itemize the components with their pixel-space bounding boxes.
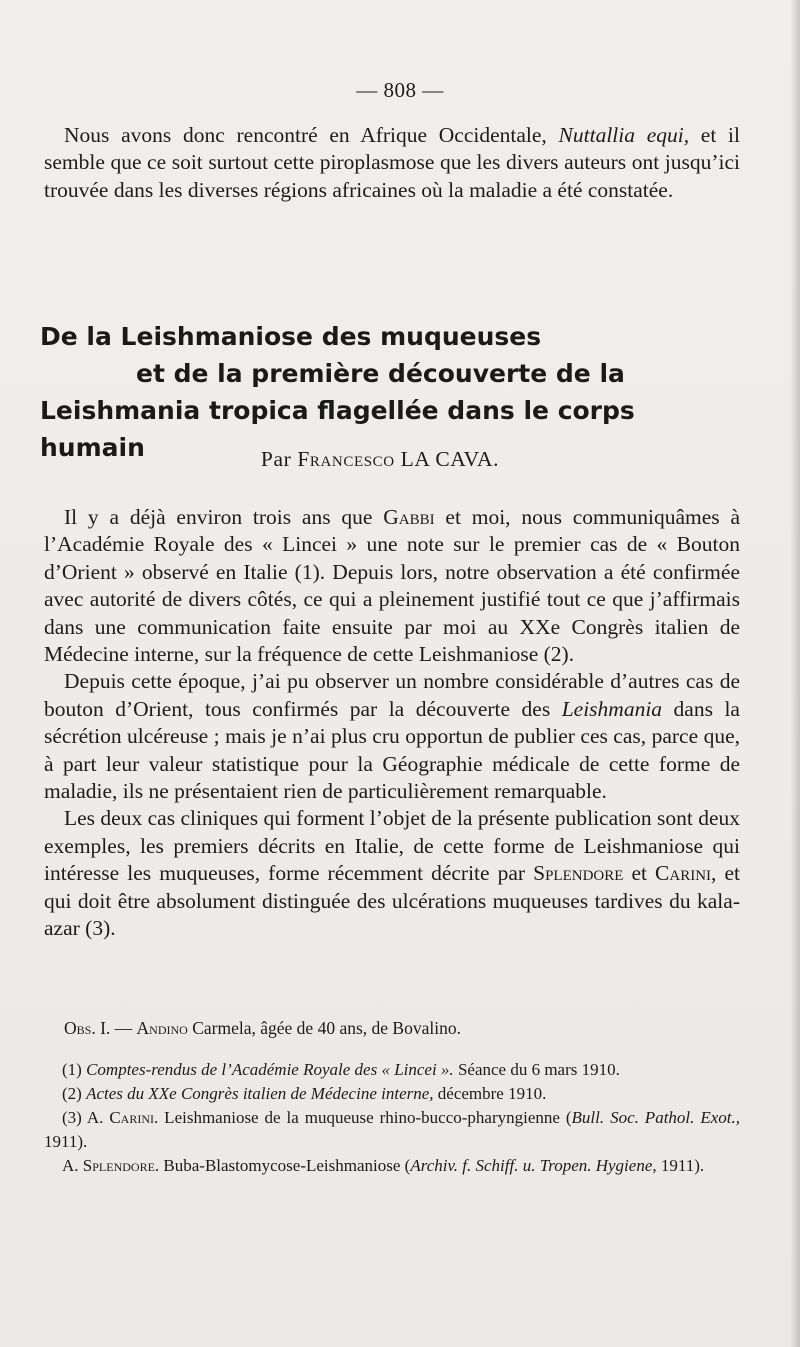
text-run: et: [623, 861, 656, 886]
title-line-3: Leishmania tropica flagellée dans le corps humain: [40, 396, 635, 462]
text-run: et moi, nous communiquâmes à l’Académie Royale des « Lincei » une note sur le premier cas de « Bouton d’Orient » observé en Italie (1). Depuis lors, notre observation a été confirmée avec autorité de divers côtés, ce qui a pleinement justifié tout ce que j’affirmais dans une communication faite ensuite par moi au XXe Congrès italien de Médecine interne, sur la fréquence de cette Leishmaniose (2).: [44, 505, 740, 667]
intro-paragraph: [44, 122, 740, 204]
text-run: A.: [62, 1156, 83, 1175]
author-first-name: Francesco: [297, 447, 395, 471]
text-run: Séance du 6 mars 1910.: [453, 1060, 620, 1079]
text-run: (2): [62, 1084, 87, 1103]
italic-text: Bull. Soc. Pathol. Exot.,: [571, 1108, 740, 1127]
text-run: Nous avons donc rencontré en Afrique Occidentale,: [64, 123, 559, 147]
footnote-3-continued: [44, 1154, 740, 1178]
body-paragraph-1: [44, 504, 740, 668]
small-caps-name: Obs. I.: [64, 1018, 111, 1038]
small-caps-name: Splendore: [82, 1156, 155, 1175]
body-paragraph-3: [44, 805, 740, 942]
small-caps-name: Carini: [655, 861, 712, 886]
small-caps-name: Andino: [136, 1018, 188, 1038]
text-run: Depuis cette époque, j’ai pu observer un nombre considérable d’autres cas de bouton d’Orient, tous confirmés par la découverte des: [44, 669, 740, 721]
page-edge-shadow: [790, 0, 800, 1347]
footnote-1: [44, 1058, 740, 1082]
footnote-2: [44, 1082, 740, 1106]
small-caps-name: Gabbi: [383, 505, 435, 529]
intro-text: [44, 122, 740, 204]
title-line-2: et de la première découverte de la: [136, 359, 625, 388]
italic-text: Archiv. f. Schiff. u. Tropen. Hygiene,: [410, 1156, 657, 1175]
article-title: [40, 318, 730, 466]
text-run: et il semble que ce soit surtout cette piroplasmose que les divers auteurs ont jusqu’ici trouvée dans les diverses régions africaines où la maladie a été constatée.: [44, 123, 740, 202]
text-run: 1911).: [656, 1156, 705, 1175]
text-run: (3) A.: [62, 1108, 110, 1127]
footnotes: [44, 1058, 740, 1178]
italic-text: Nuttallia equi,: [558, 123, 690, 147]
text-run: dans la sécrétion ulcéreuse ; mais je n’ai plus cru opportun de publier ces cas, parce que, à part leur valeur statistique pour la Géographie médicale de cette forme de maladie, ils ne présentaient rien de particulièrement remarquable.: [44, 696, 740, 804]
small-caps-name: Carini: [109, 1108, 154, 1127]
page-number: — 808 —: [356, 78, 444, 102]
text-run: 1911).: [44, 1132, 88, 1151]
italic-text: Comptes-rendus de l’Académie Royale des « Lincei ».: [86, 1060, 454, 1079]
text-run: décembre 1910.: [433, 1084, 547, 1103]
author-byline: [0, 447, 760, 472]
observation-heading: [64, 1016, 744, 1040]
text-run: Carmela, âgée de 40 ans, de Bovalino.: [187, 1018, 461, 1038]
italic-text: Leishmania: [561, 696, 663, 721]
text-run: , et qui doit être absolument distinguée des ulcérations muqueuses tardives du kala-azar (3).: [44, 861, 740, 941]
title-line-1: De la Leishmaniose des muqueuses: [40, 322, 542, 351]
article-body: [44, 504, 740, 943]
text-run: . Buba-Blastomycose-Leishmaniose (: [154, 1156, 411, 1175]
footnote-3: [44, 1106, 740, 1154]
text-run: —: [110, 1018, 137, 1038]
author-last-name: LA CAVA.: [394, 447, 500, 471]
small-caps-name: Splendore: [533, 861, 624, 886]
body-paragraph-2: [44, 668, 740, 805]
italic-text: Actes du XXe Congrès italien de Médecine interne,: [86, 1084, 434, 1103]
text-run: Il y a déjà environ trois ans que: [64, 505, 384, 529]
author-prefix: Par: [260, 447, 298, 471]
text-run: Les deux cas cliniques qui forment l’objet de la présente publication sont deux exemples, les premiers décrits en Italie, de cette forme de Leishmaniose qui intéresse les muqueuses, forme récemment décrite par: [44, 806, 740, 886]
text-run: . Leishmaniose de la muqueuse rhino-bucco-pharyngienne (: [153, 1108, 572, 1127]
text-run: (1): [62, 1060, 87, 1079]
